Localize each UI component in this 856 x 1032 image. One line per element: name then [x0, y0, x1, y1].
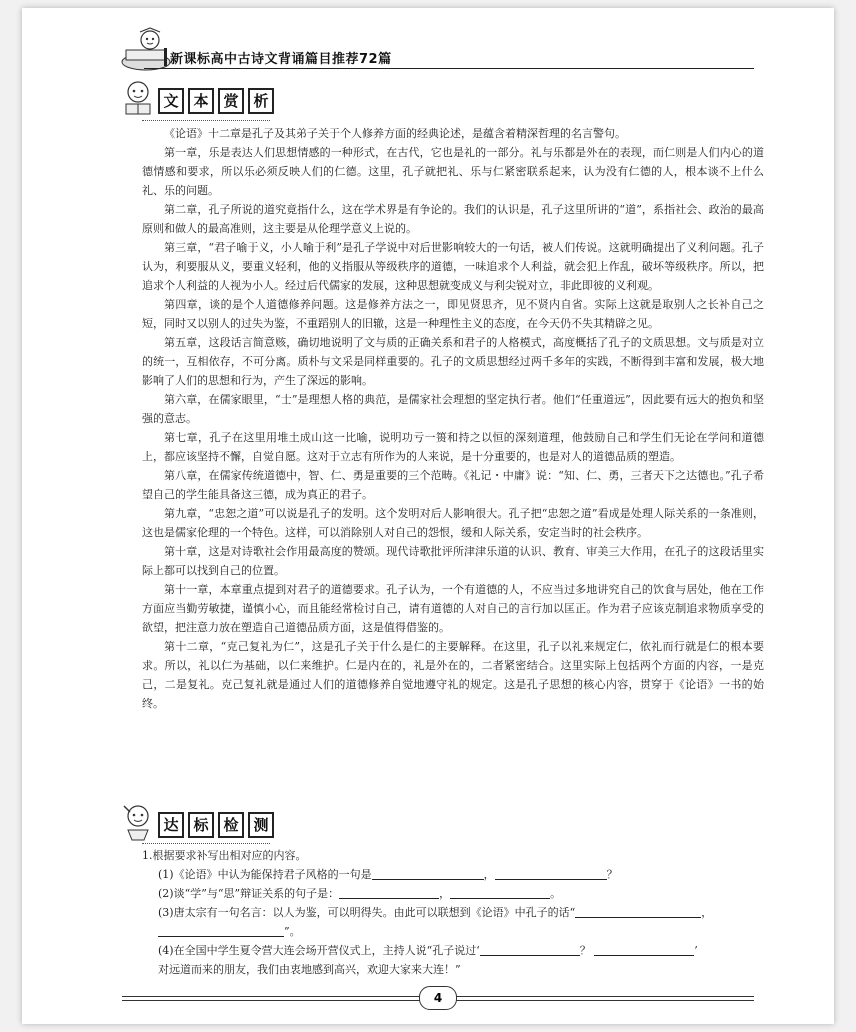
section-title-appreciation	[158, 88, 274, 114]
title-char: 本	[188, 88, 214, 114]
section-title-test	[158, 812, 274, 838]
page-number: 4	[419, 986, 457, 1010]
question-1: 1.根据要求补写出相对应的内容。	[142, 849, 307, 862]
punct: 。	[550, 887, 562, 900]
sub-question-text: (2)谈“学”与“思”辩证关系的句子是：	[158, 887, 340, 900]
title-char: 标	[188, 812, 214, 838]
answer-blank[interactable]	[372, 867, 484, 880]
punct: ？	[606, 868, 618, 881]
paragraph: 第八章，在儒家传统道德中，智、仁、勇是重要的三个范畴。《礼记・中庸》说：“知、仁、勇，三者天下之达德也。”孔子希望自己的学生能具备这三德，成为真正的君子。	[142, 469, 764, 501]
sub-question-1: (1)《论语》中认为能保持君子风格的一句是 ， ？	[158, 868, 618, 881]
paragraph: 第十章，这是对诗歌社会作用最高度的赞颂。现代诗歌批评所津津乐道的认识、教育、审美三大作用，在孔子的这段话里实际上都可以找到自己的位置。	[142, 545, 764, 577]
punct: ”。	[284, 925, 301, 938]
answer-blank[interactable]	[450, 886, 550, 899]
header-divider	[164, 48, 167, 66]
sub-question-text: (3)唐太宗有一句名言：以人为鉴，可以明得失。由此可以联想到《论语》中孔子的话“	[158, 906, 576, 919]
answer-blank[interactable]	[495, 867, 607, 880]
paragraph: 《论语》十二章是孔子及其弟子关于个人修养方面的经典论述，是蕴含着精深哲理的名言警句。	[164, 127, 626, 140]
test-mascot-icon	[120, 802, 156, 842]
sub-question-text: 对远道而来的朋友，我们由衷地感到高兴，欢迎大家来大连！”	[158, 963, 461, 976]
paragraph: 第三章，“君子喻于义，小人喻于利”是孔子学说中对后世影响较大的一句话，被人们传说。这就明确提出了义利问题。孔子认为，利要服从义，要重义轻利，他的义指服从等级秩序的道德，一味追求个人利益，就会犯上作乱，破坏等级秩序。所以，把追求个人利益的人视为小人。经过后代儒家的发展，这种思想就变成义与利尖锐对立，非此即彼的义利观。	[142, 241, 764, 292]
reading-mascot-icon	[120, 78, 156, 118]
title-char: 达	[158, 812, 184, 838]
paragraph: 第九章，“忠恕之道”可以说是孔子的发明。这个发明对后人影响很大。孔子把“忠恕之道”看成是处理人际关系的一条准则，这也是儒家伦理的一个特色。这样，可以消除别人对自己的怨恨，缓和人际关系，安定当时的社会秩序。	[142, 507, 764, 539]
answer-blank[interactable]	[158, 924, 284, 937]
section-underline	[142, 120, 270, 121]
punct: ？	[579, 944, 591, 957]
title-char: 析	[248, 88, 274, 114]
answer-blank[interactable]	[339, 886, 439, 899]
answer-blank[interactable]	[594, 943, 694, 956]
paragraph: 第六章，在儒家眼里，“士”是理想人格的典范，是儒家社会理想的坚定执行者。他们“任重道远”，因此要有远大的抱负和坚强的意志。	[142, 393, 764, 425]
paragraph: 第十二章，“克己复礼为仁”，这是孔子关于什么是仁的主要解释。在这里，孔子以礼来规定仁，依礼而行就是仁的根本要求。所以，礼以仁为基础，以仁来维护。仁是内在的，礼是外在的，二者紧密结合。这里实际上包括两个方面的内容，一是克己，二是复礼。克己复礼就是通过人们的道德修养自觉地遵守礼的规定。这是孔子思想的核心内容，贯穿于《论语》一书的始终。	[142, 640, 764, 710]
sub-question-2: (2)谈“学”与“思”辩证关系的句子是： ， 。	[158, 887, 562, 900]
paragraph: 第一章，乐是表达人们思想情感的一种形式，在古代，它也是礼的一部分。礼与乐都是外在的表现，而仁则是人们内心的道德情感和要求，所以乐必须反映人们的仁德。这里，孔子就把礼、乐与仁紧密联系起来，认为没有仁德的人，根本谈不上什么礼、乐的问题。	[142, 146, 764, 197]
answer-blank[interactable]	[480, 943, 580, 956]
title-char: 文	[158, 88, 184, 114]
sub-question-text: (1)《论语》中认为能保持君子风格的一句是	[158, 868, 372, 881]
paragraph: 第十一章，本章重点提到对君子的道德要求。孔子认为，一个有道德的人，不应当过多地讲究自己的饮食与居处，他在工作方面应当勤劳敏捷，谨慎小心，而且能经常检讨自己，请有道德的人对自己的言行加以匡正。作为君子应该克制追求物质享受的欲望，把注意力放在塑造自己道德品质方面，这是值得借鉴的。	[142, 583, 764, 634]
header-rule	[144, 68, 754, 69]
page	[22, 8, 834, 1024]
answer-blank[interactable]	[575, 905, 701, 918]
paragraph: 第五章，这段话言简意赅，确切地说明了文与质的正确关系和君子的人格模式，高度概括了孔子的文质思想。文与质是对立的统一，互相依存，不可分离。质朴与文采是同样重要的。孔子的文质思想经过两千多年的实践，不断得到丰富和发展，极大地影响了人们的思想和行为，产生了深远的影响。	[142, 336, 764, 387]
header-title: 新课标高中古诗文背诵篇目推荐72篇	[170, 52, 392, 67]
section-underline	[142, 843, 270, 844]
sub-question-4	[142, 941, 764, 979]
title-char: 测	[248, 812, 274, 838]
title-char: 赏	[218, 88, 244, 114]
title-char: 检	[218, 812, 244, 838]
paragraph: 第七章，孔子在这里用堆土成山这一比喻，说明功亏一篑和持之以恒的深刻道理，他鼓励自己和学生们无论在学问和道德上，都应该坚持不懈，自觉自愿。这对于立志有所作为的人来说，是十分重要的，也是对人的道德品质的塑造。	[142, 431, 764, 463]
sub-question-text: (4)在全国中学生夏令营大连会场开营仪式上，主持人说“孔子说过‘	[158, 944, 480, 957]
exercise-block	[142, 846, 764, 979]
sub-question-3: (3)唐太宗有一句名言：以人为鉴，可以明得失。由此可以联想到《论语》中孔子的话“ ， ”。	[158, 906, 713, 938]
paragraph: 第四章，谈的是个人道德修养问题。这是修养方法之一，即见贤思齐，见不贤内自省。实际上这就是取别人之长补自己之短，同时又以别人的过失为鉴，不重蹈别人的旧辙，这是一种理性主义的态度，在今天仍不失其精辟之见。	[142, 298, 764, 330]
punct: ’	[694, 944, 698, 957]
appreciation-text	[142, 124, 764, 713]
paragraph: 第二章，孔子所说的道究竟指什么，这在学术界是有争论的。我们的认识是，孔子这里所讲的“道”，系指社会、政治的最高原则和做人的最高准则，这主要是从伦理学意义上说的。	[142, 203, 764, 235]
